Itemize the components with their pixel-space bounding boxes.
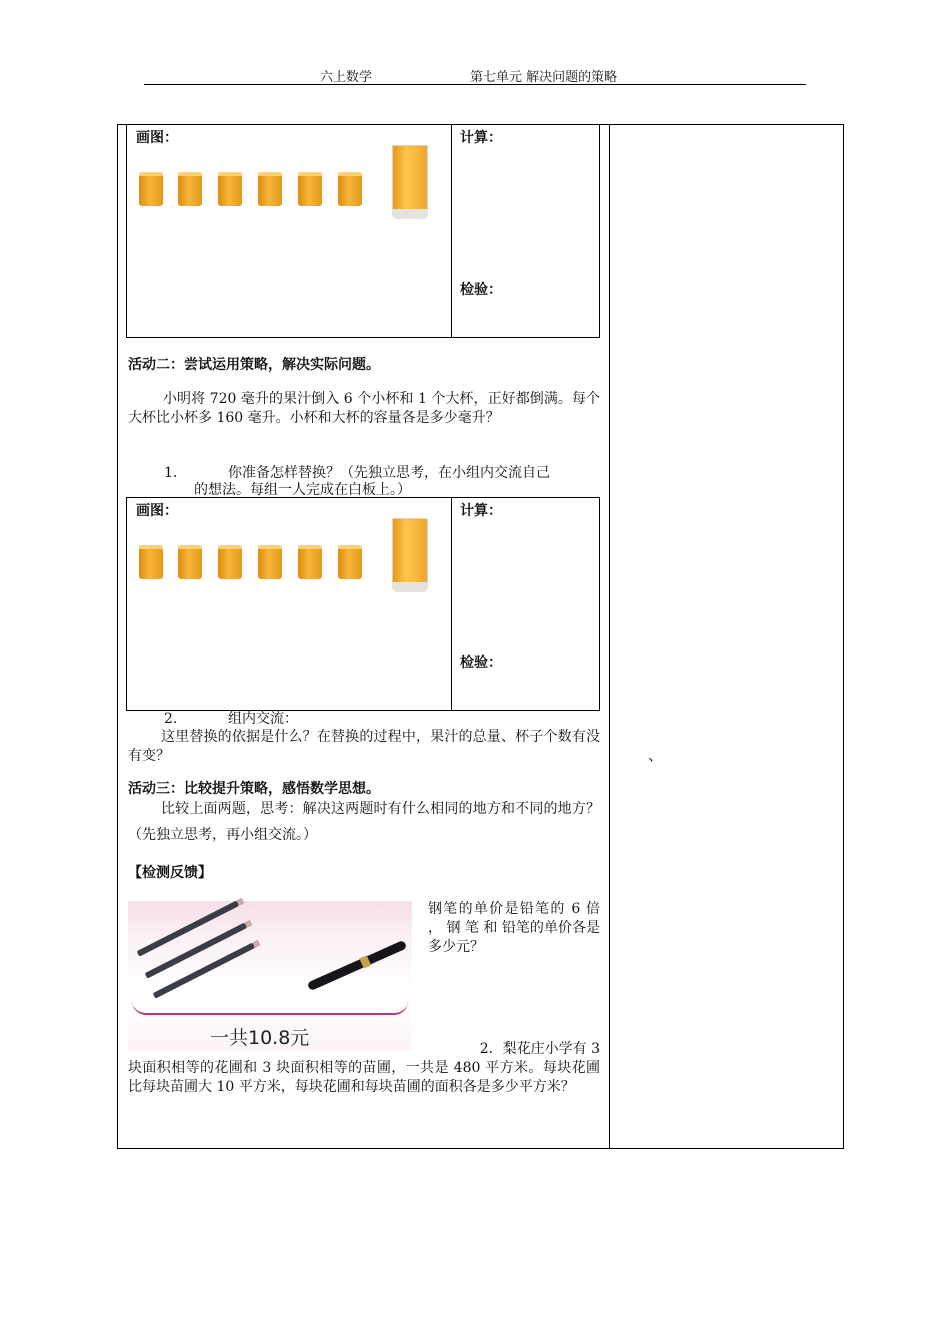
column-divider xyxy=(609,124,610,1149)
activity3-title: 活动三：比较提升策略，感悟数学思想。 xyxy=(128,781,380,797)
box-divider xyxy=(451,125,452,337)
pencil-icon xyxy=(153,942,256,998)
step1-line2: 的想法。每组一人完成在白板上。） xyxy=(194,482,411,498)
box-divider xyxy=(451,498,452,710)
small-cup-icon xyxy=(258,172,282,206)
small-cup-icon xyxy=(338,545,362,579)
feedback-q2-line1: 2．梨花庄小学有 3 xyxy=(479,1041,600,1057)
header-unit: 第七单元 解决问题的策略 xyxy=(470,70,618,85)
page-header xyxy=(144,64,806,85)
small-cup-icon xyxy=(139,545,163,579)
draw-label: 画图： xyxy=(136,503,178,519)
total-price-label: 一共10.8元 xyxy=(210,1027,310,1049)
work-box-2 xyxy=(126,497,600,711)
activity2-problem: 小明将 720 毫升的果汁倒入 6 个小杯和 1 个大杯，正好都倒满。每个大杯比小杯多 160 毫升。小杯和大杯的容量各是多少毫升？ xyxy=(128,391,600,426)
big-cup-icon xyxy=(392,518,428,592)
check-label: 检验： xyxy=(460,655,502,671)
check-label: 检验： xyxy=(460,282,502,298)
small-cup-icon xyxy=(258,545,282,579)
step1-line1: 你准备怎样替换？（先独立思考，在小组内交流自己 xyxy=(228,465,550,481)
small-cup-icon xyxy=(178,172,202,206)
small-cup-icon xyxy=(139,172,163,206)
pencil-icon xyxy=(137,900,240,956)
small-cup-icon xyxy=(178,545,202,579)
small-cup-icon xyxy=(218,172,242,206)
draw-label: 画图： xyxy=(136,130,178,146)
brace-icon xyxy=(132,997,408,1015)
activity2-title: 活动二：尝试运用策略，解决实际问题。 xyxy=(128,357,380,373)
small-cup-icon xyxy=(298,172,322,206)
calc-label: 计算： xyxy=(460,503,502,519)
step2-number: 2． xyxy=(164,711,187,727)
small-cup-icon xyxy=(298,545,322,579)
step2-text: 这里替换的依据是什么？在替换的过程中，果汁的总量、杯子个数有没有变？ xyxy=(128,729,600,764)
feedback-q1: 钢笔的单价是铅笔的 6 倍 ， 钢 笔 和 铅笔的单价各是多少元？ xyxy=(428,901,600,955)
big-cup-icon xyxy=(392,145,428,219)
feedback-q2-rest: 块面积相等的花圃和 3 块面积相等的苗圃，一共是 480 平方米。每块花圃比每块苗圃大 10 平方米，每块花圃和每块苗圃的面积各是多少平方米？ xyxy=(128,1060,600,1095)
step2-label: 组内交流： xyxy=(228,711,298,727)
work-box-1 xyxy=(126,124,600,338)
small-cup-icon xyxy=(338,172,362,206)
small-cup-icon xyxy=(218,545,242,579)
calc-label: 计算： xyxy=(460,130,502,146)
right-column-mark: 、 xyxy=(648,746,664,764)
pen-pencil-image xyxy=(128,901,412,1051)
header-subject: 六上数学 xyxy=(320,70,373,85)
pen-icon xyxy=(307,940,407,991)
activity3-text: 比较上面两题，思考：解决这两题时有什么相同的地方和不同的地方？（先独立思考，再小组交流。） xyxy=(128,801,600,843)
step1-number: 1． xyxy=(164,465,187,481)
feedback-title: 【检测反馈】 xyxy=(128,865,212,881)
